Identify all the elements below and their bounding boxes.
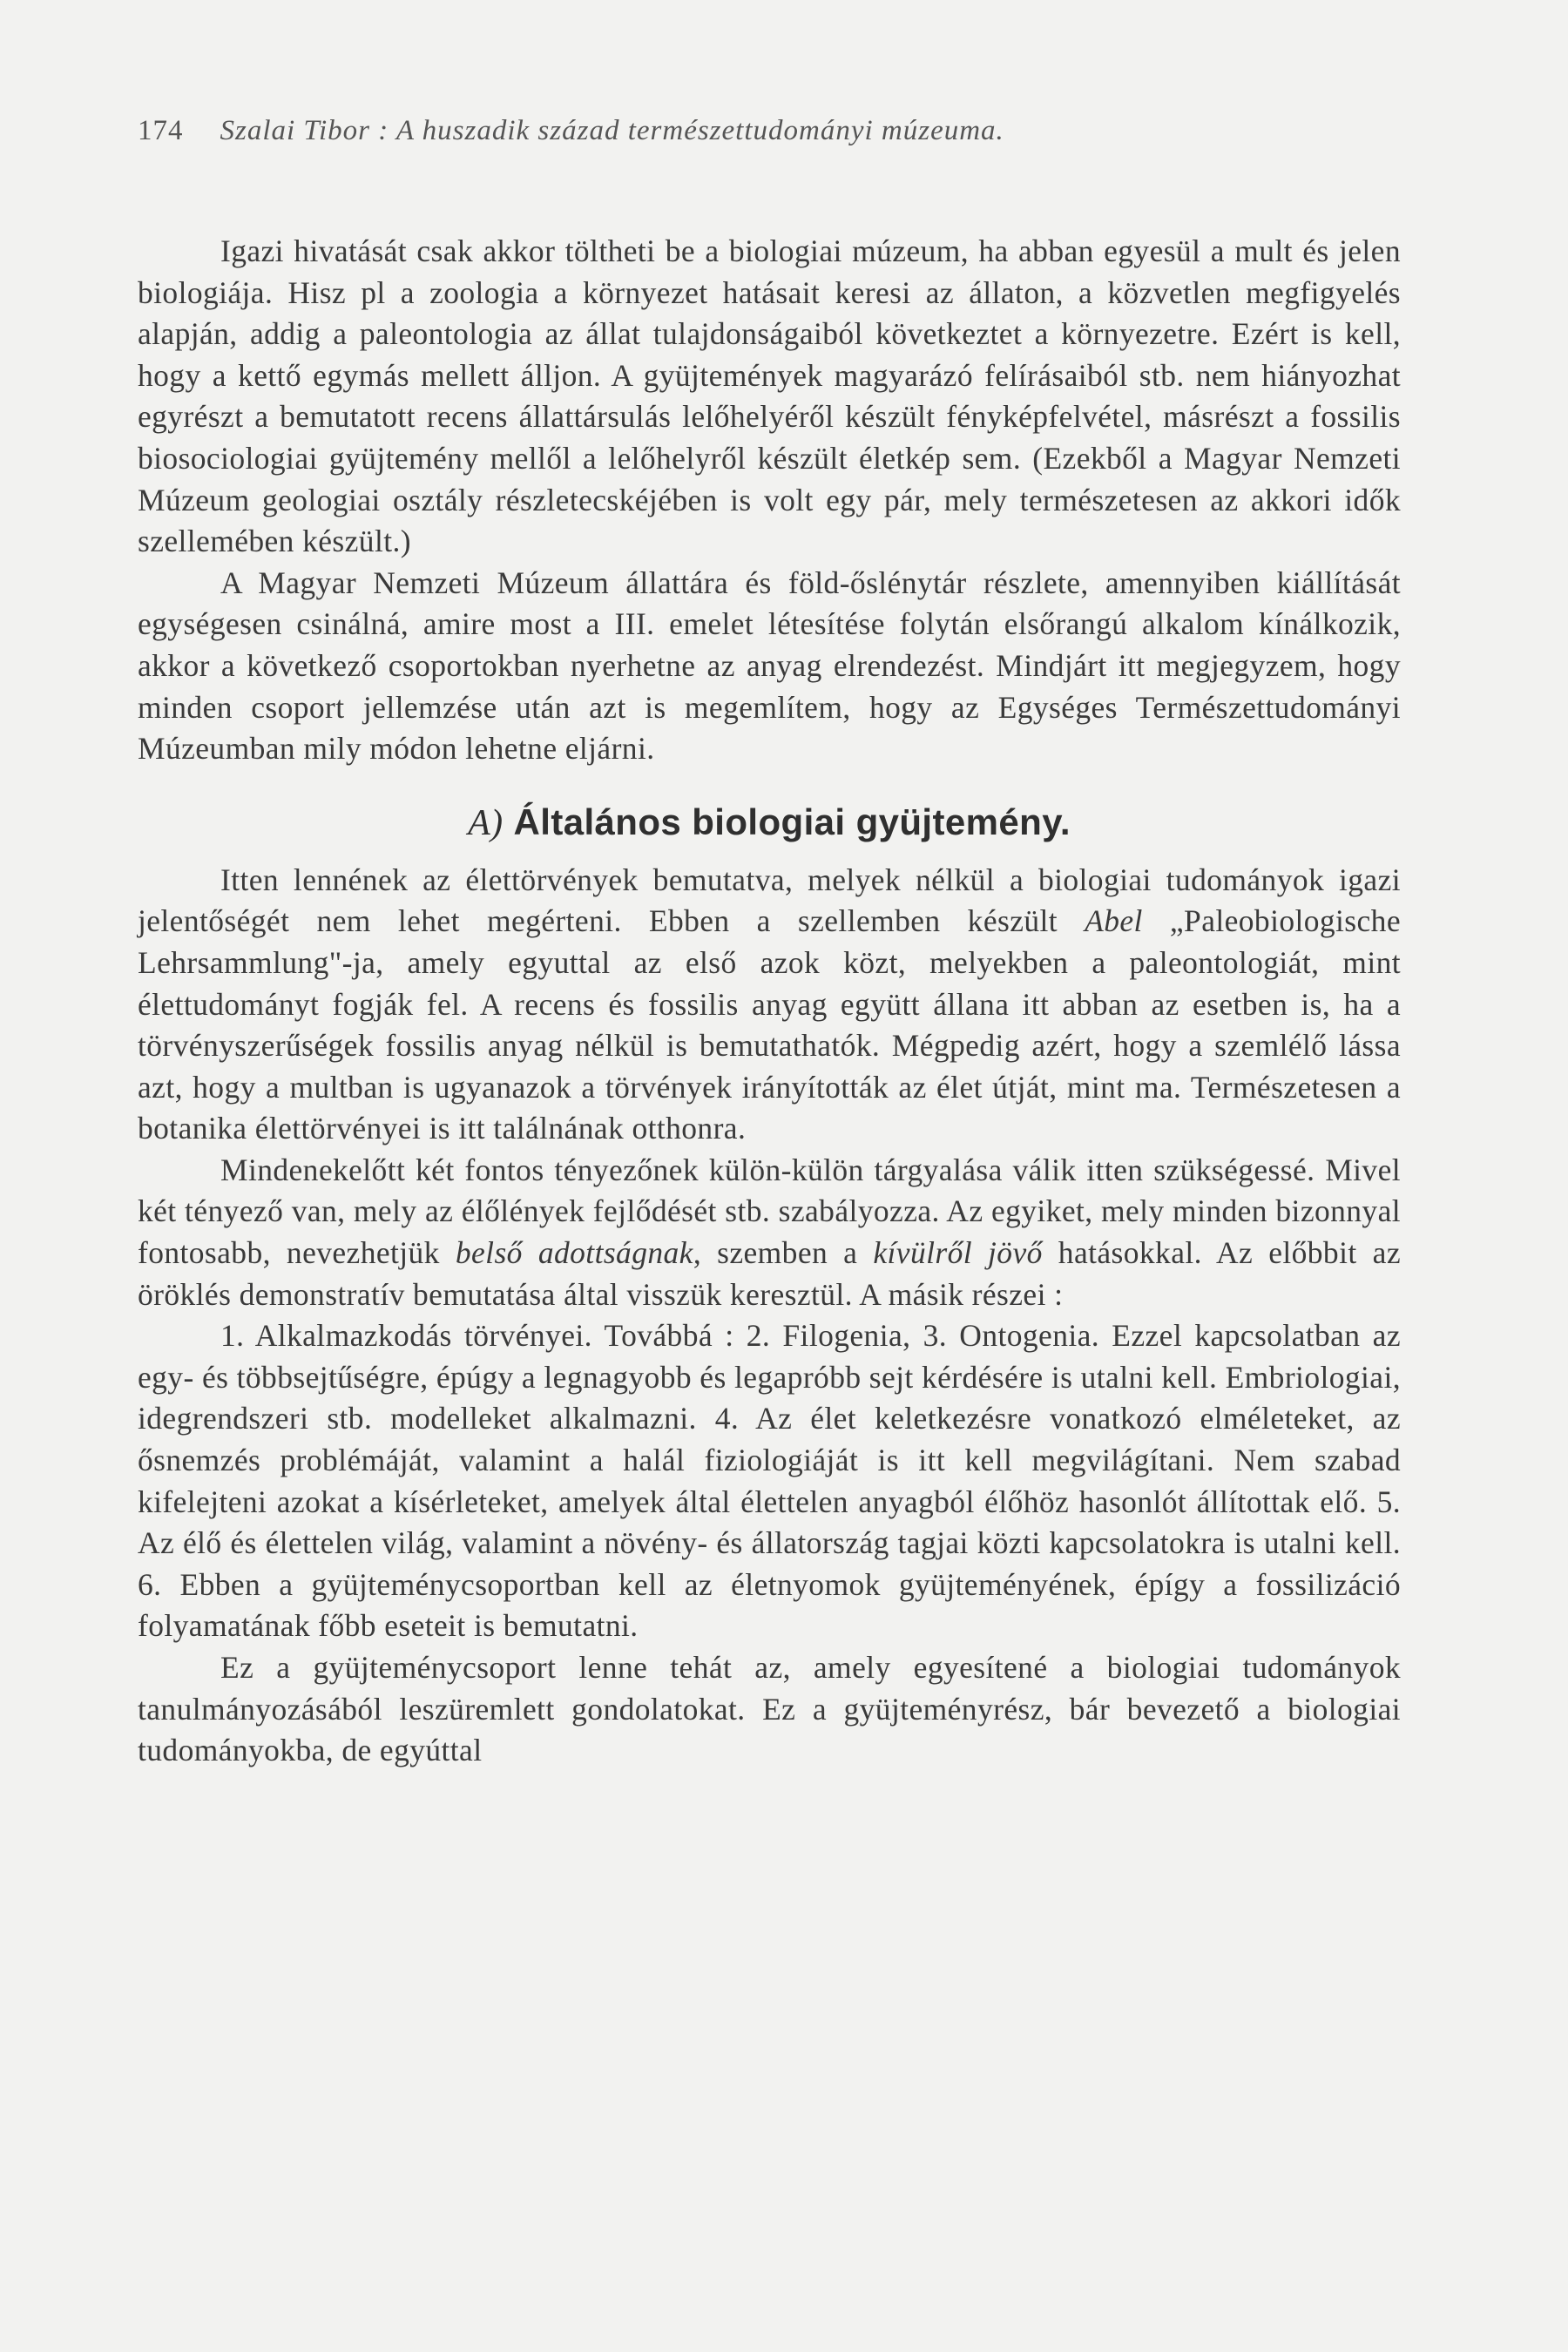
emphasis-inner: belső adottságnak (455, 1235, 693, 1271)
section-paragraph-2: Mindenekelőtt két fontos tényezőnek külön-külön tárgyalása válik itten szükségessé. Mivel két tényező van, mely az élőlények fejlődését stb. szabályozza. Az egyiket, mely minden bizonnyal fontosabb, nevezhetjük belső adottságnak, szemben a kívülről jövő hatásokkal. Az előbbit az öröklés demonstratív bemutatása által visszük keresztül. A másik részei : (138, 1152, 1401, 1312)
body-text (138, 231, 1401, 1772)
running-head (138, 109, 1401, 152)
section-paragraph-3: 1. Alkalmazkodás törvényei. Továbbá : 2. Filogenia, 3. Ontogenia. Ezzel kapcsolatban az egy- és többsejtűségre, épúgy a legnagyobb és legapróbb sejt kérdésére is utalni kell. Embriologiai, idegrendszeri stb. modelleket alkalmazni. 4. Az élet keletkezésre vonatkozó elméleteket, az ősnemzés problémáját, valamint a halál fiziologiáját is itt kell megvilágítani. Nem szabad kifelejteni azokat a kísérleteket, amelyek által élettelen anyagból élőhöz hasonlót állítottak elő. 5. Az élő és élettelen világ, valamint a növény- és állatország tagjai közti kapcsolatokra is utalni kell. 6. Ebben a gyüjteménycsoportban kell az életnyomok gyüjteményének, épígy a fossilizáció folyamatának főbb eseteit is bemutatni. (138, 1318, 1401, 1644)
section-heading (138, 798, 1401, 848)
intro-paragraph-1: Igazi hivatását csak akkor töltheti be a biologiai múzeum, ha abban egyesül a mult és jelen biologiája. Hisz pl a zoologia a környezet hatásait keresi az állaton, a közvetlen megfigyelés alapján, addig a paleontologia az állat tulajdonságaiból következtet a környezetre. Ezért is kell, hogy a kettő egymás mellett álljon. A gyüjtemények magyarázó felírásaiból stb. nem hiányozhat egyrészt a bemutatott recens állattársulás lelőhelyéről készült fényképfelvétel, másrészt a fossilis biosociologiai gyüjtemény mellől a lelőhelyről készült életkép sem. (Ezekből a Magyar Nemzeti Múzeum geologiai osztály részletecskéjében is volt egy pár, mely természetesen az akkori idők szellemében készült.) (138, 233, 1401, 559)
intro-paragraph-2: A Magyar Nemzeti Múzeum állattára és föld-őslénytár részlete, amennyiben kiállítását egységesen csinálná, amire most a III. emelet létesítése folytán elsőrangú alkalom kínálkozik, akkor a következő csoportokban nyerhetne az anyag elrendezést. Mindjárt itt megjegyzem, hogy minden csoport jellemzése után azt is megemlítem, hogy az Egységes Természettudományi Múzeumban mily módon lehetne eljárni. (138, 564, 1401, 767)
section-paragraph-1: Itten lennének az élettörvények bemutatva, melyek nélkül a biologiai tudományok igazi jelentőségét nem lehet megérteni. Ebben a szellemben készült Abel „Paleobiologische Lehrsammlung"-ja, amely egyuttal az első azok közt, melyekben a paleontologiát, mint élettudományt fogják fel. A recens és fossilis anyag együtt állana itt abban az esetben is, ha a törvényszerűségek fossilis anyag nélkül is bemutathatók. Mégpedig azért, hogy a szemlélő lássa azt, hogy a multban is ugyanazok a törvények irányították az élet útját, mint ma. Természetesen a botanika élettörvényei is itt találnának otthonra. (138, 862, 1401, 1146)
section-letter: A) (468, 802, 504, 843)
section-paragraph-4: Ez a gyüjteménycsoport lenne tehát az, amely egyesítené a biologiai tudományok tanulmányozásából leszüremlett gondolatokat. Ez a gyüjteményrész, bár bevezető a biologiai tudományokba, de egyúttal (138, 1650, 1401, 1768)
page-number: 174 (138, 115, 184, 146)
author-name: Abel (1085, 903, 1143, 939)
book-page (138, 109, 1401, 1772)
section-title: Általános biologiai gyüjtemény. (513, 801, 1071, 842)
running-title: Szalai Tibor : A huszadik század természettudományi múzeuma. (220, 115, 1004, 146)
emphasis-outer: kívülről jövő (873, 1235, 1043, 1271)
